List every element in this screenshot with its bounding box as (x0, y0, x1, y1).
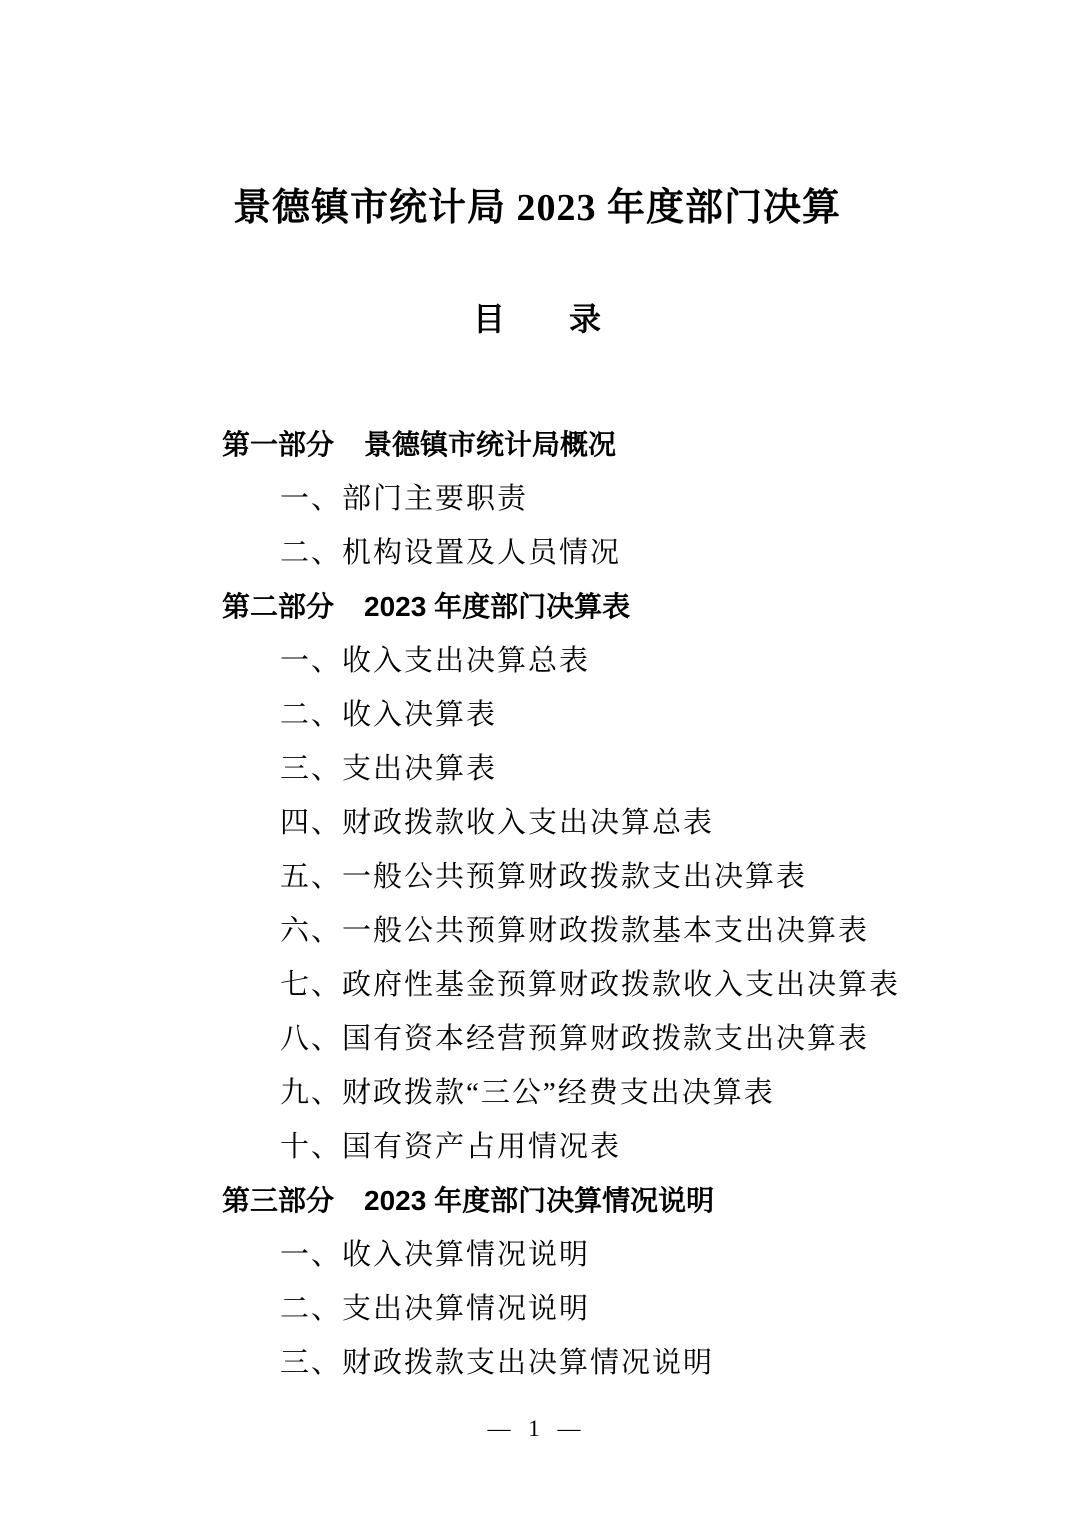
toc-item-text: 二、机构设置及人员情况 (280, 537, 622, 570)
toc-item-text: 二、支出决算情况说明 (280, 1293, 591, 1326)
toc-item-text: 三、支出决算表 (280, 753, 498, 786)
toc-item (222, 524, 1014, 578)
toc-section-1 (222, 416, 1014, 470)
document-title: 景德镇市统计局 2023 年度部门决算 (232, 187, 841, 229)
toc-section-3-label: 第三部分 (222, 1184, 335, 1216)
toc-item-text: 七、政府性基金预算财政拨款收入支出决算表 (280, 969, 901, 1002)
toc-item-text: 一、收入支出决算总表 (280, 645, 591, 678)
toc-item (222, 1226, 1014, 1280)
toc-item-text: 一、部门主要职责 (280, 483, 529, 516)
toc-item (222, 470, 1014, 524)
toc-item (222, 740, 1014, 794)
toc-item-text: 五、一般公共预算财政拨款支出决算表 (280, 861, 808, 894)
toc-section-2-title: 2023 年度部门决算表 (364, 590, 631, 622)
toc-item (222, 902, 1014, 956)
toc-section-3-title: 2023 年度部门决算情况说明 (364, 1184, 715, 1216)
toc-item (222, 1010, 1014, 1064)
toc-item (222, 956, 1014, 1010)
toc-item-text: 一、收入决算情况说明 (280, 1239, 591, 1272)
toc-item-text: 二、收入决算表 (280, 699, 498, 732)
toc-section-1-label: 第一部分 (222, 428, 335, 460)
toc-item (222, 686, 1014, 740)
page-number: — 1 — (487, 1416, 587, 1441)
toc-item (222, 794, 1014, 848)
toc-item-text: 四、财政拨款收入支出决算总表 (280, 807, 715, 840)
toc-item-text: 十、国有资产占用情况表 (280, 1131, 622, 1164)
toc-item-text: 六、一般公共预算财政拨款基本支出决算表 (280, 915, 870, 948)
toc-item-text: 八、国有资本经营预算财政拨款支出决算表 (280, 1023, 870, 1056)
toc-section-3 (222, 1172, 1014, 1226)
toc-item (222, 1334, 1014, 1388)
toc-item (222, 632, 1014, 686)
toc-heading: 目 录 (472, 300, 601, 337)
toc-item (222, 1280, 1014, 1334)
toc-item (222, 1118, 1014, 1172)
toc-item (222, 848, 1014, 902)
toc-section-2 (222, 578, 1014, 632)
toc-section-2-label: 第二部分 (222, 590, 335, 622)
table-of-contents (0, 416, 1074, 1388)
toc-item-text: 三、财政拨款支出决算情况说明 (280, 1347, 715, 1380)
toc-item (222, 1064, 1014, 1118)
toc-section-1-title: 景德镇市统计局概况 (364, 428, 617, 460)
toc-item-text: 九、财政拨款“三公”经费支出决算表 (280, 1077, 775, 1110)
